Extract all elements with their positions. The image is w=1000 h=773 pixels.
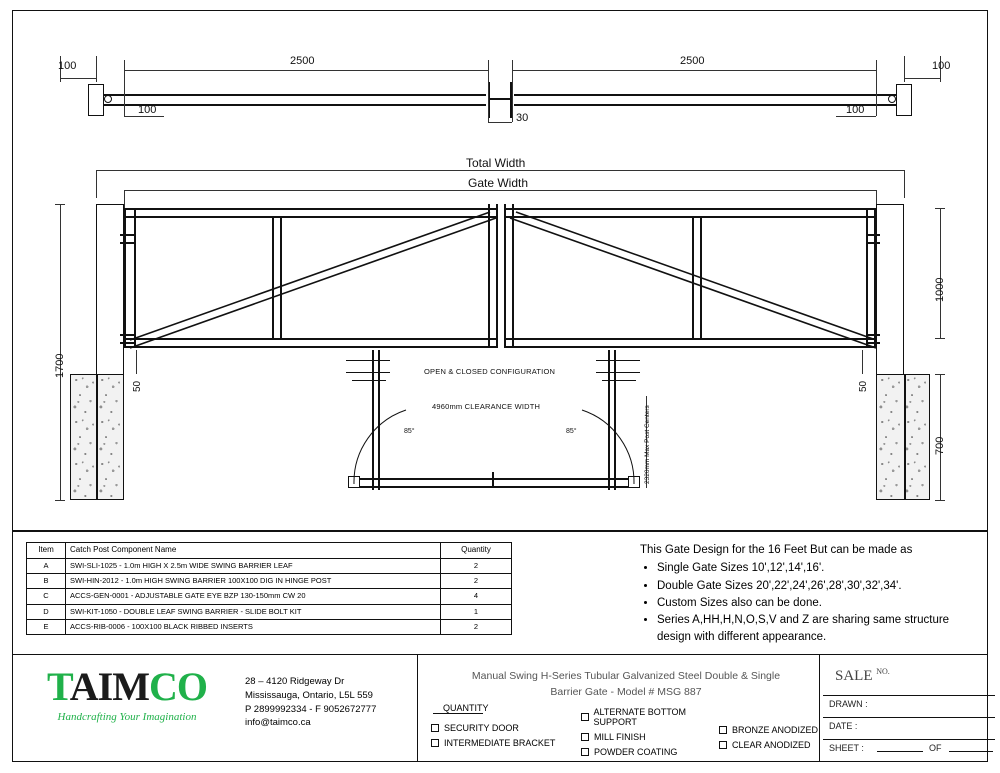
sale-underline	[823, 695, 995, 696]
logo-tagline: Handcrafting Your Imagination	[57, 711, 197, 723]
top-rail-right-upper	[514, 94, 896, 96]
header-quantity: Quantity	[441, 543, 512, 559]
titleblock-divider-1	[417, 655, 418, 761]
dim-footing-depth-label: 700	[934, 436, 946, 455]
dim-1000-tick-top	[935, 208, 945, 209]
dim-left-inner-label: 100	[138, 104, 157, 116]
total-width-dim-line	[96, 170, 904, 171]
dim-leaf-height-label: 1000	[934, 277, 946, 302]
list-item: • Double Gate Sizes 20',22',24',26',28',30',32',34'.	[657, 578, 970, 594]
table-row	[27, 574, 512, 589]
bill-of-materials-table	[26, 542, 512, 635]
checkbox-icon[interactable]	[719, 741, 727, 749]
options-column-right	[719, 725, 839, 755]
sheet-blank-1	[877, 751, 923, 752]
title-block	[13, 654, 987, 761]
option-label: BRONZE ANODIZED	[732, 725, 819, 735]
design-notes	[640, 542, 970, 646]
dim-1700-tick-top	[55, 204, 65, 205]
dim-right-span-label: 2500	[680, 55, 705, 67]
plan-left-hw-1	[346, 360, 390, 361]
checkbox-icon[interactable]	[431, 724, 439, 732]
cell-qty: 2	[441, 574, 512, 589]
plan-post-centers-label: 2320mm Max Post Centers	[644, 405, 651, 484]
date-underline	[823, 739, 995, 740]
footing-right	[876, 374, 930, 500]
top-right-post	[896, 84, 912, 116]
dim-50-left-line	[136, 350, 137, 374]
option-bronze-anodized[interactable]	[719, 725, 839, 735]
dim-left-span-label: 2500	[290, 55, 315, 67]
checkbox-icon[interactable]	[431, 739, 439, 747]
sale-label: SALE	[835, 668, 873, 684]
option-label: SECURITY DOOR	[444, 723, 519, 733]
table-row	[27, 589, 512, 604]
checkbox-icon[interactable]	[581, 713, 589, 721]
description-line-2: Barrier Gate - Model # MSG 887	[550, 685, 702, 698]
plan-angle-left: 85°	[404, 428, 415, 435]
address-line-3: P 2899992334 - F 9052672777	[245, 703, 377, 715]
dim-line-left-span	[124, 70, 488, 71]
logo-letters-ai: AI	[69, 664, 113, 709]
dim-1000-line	[940, 208, 941, 338]
option-powder-coating[interactable]	[581, 747, 721, 757]
dim-1700-line	[60, 204, 61, 500]
top-rail-left-upper	[104, 94, 486, 96]
date-label: DATE :	[829, 721, 858, 731]
cell-qty: 2	[441, 619, 512, 634]
sheet-blank-2	[949, 751, 993, 752]
sale-field	[835, 667, 890, 685]
cell-qty: 1	[441, 604, 512, 619]
plan-centre-latch	[492, 472, 494, 486]
list-item: • Series A,HH,H,N,O,S,V and Z are sharing same structure design with different appearance.	[657, 612, 970, 645]
option-mill-finish[interactable]	[581, 732, 721, 742]
right-leaf-end-cap	[888, 95, 896, 103]
plan-right-hw-1	[596, 360, 640, 361]
logo-letter-t: T	[47, 664, 70, 709]
footing-right-inner-edge	[904, 374, 906, 500]
drawn-underline	[823, 717, 995, 718]
plan-title: OPEN & CLOSED CONFIGURATION	[424, 367, 556, 376]
dim-line-left-end	[60, 78, 96, 79]
company-logo	[27, 664, 227, 723]
plan-clearance-label: 4960mm CLEARANCE WIDTH	[432, 402, 541, 411]
list-item: • Single Gate Sizes 10',12',14',16'.	[657, 560, 970, 576]
gate-width-dim-line	[124, 190, 876, 191]
option-label: INTERMEDIATE BRACKET	[444, 738, 556, 748]
plan-right-hw-3	[602, 380, 636, 381]
checkbox-icon[interactable]	[719, 726, 727, 734]
cell-item: A	[27, 558, 66, 573]
sale-no-label: NO.	[876, 667, 890, 676]
dim-50-right-line	[862, 350, 863, 374]
swing-arc-right	[512, 396, 652, 492]
total-width-label: Total Width	[466, 156, 526, 170]
dim-post-height-label: 1700	[54, 353, 66, 378]
logo-letters-co: CO	[148, 664, 207, 709]
dim-1700-tick-bottom	[55, 500, 65, 501]
top-centre-link	[488, 98, 512, 100]
ext-line-f	[876, 60, 877, 116]
dim-line-left-inner	[124, 116, 164, 117]
top-left-post	[88, 84, 104, 116]
product-description	[431, 669, 821, 701]
gate-width-label: Gate Width	[468, 176, 529, 190]
dim-line-right-end	[904, 78, 940, 79]
dim-clearance-left-label: 50	[132, 380, 143, 392]
dim-1000-tick-bottom	[935, 338, 945, 339]
table-row	[27, 619, 512, 634]
option-label: POWDER COATING	[594, 747, 678, 757]
notes-list	[640, 560, 970, 645]
dim-clearance-right-label: 50	[858, 380, 869, 392]
left-leaf-picket-2	[280, 216, 282, 340]
checkbox-icon[interactable]	[581, 748, 589, 756]
option-security-door[interactable]	[431, 723, 581, 733]
drawn-label: DRAWN :	[829, 699, 868, 709]
dim-right-inner-label: 100	[846, 104, 865, 116]
cell-name: SWI-HIN-2012 - 1.0m HIGH SWING BARRIER 100X100 DIG IN HINGE POST	[66, 574, 441, 589]
notes-lead: This Gate Design for the 16 Feet But can be made as	[640, 544, 913, 556]
cell-item: B	[27, 574, 66, 589]
table-row	[27, 558, 512, 573]
top-rail-left-lower	[104, 104, 486, 106]
sheet-label: SHEET :	[829, 743, 864, 753]
logo-wordmark	[27, 664, 227, 709]
left-leaf-picket	[272, 216, 274, 340]
footing-left-inner-edge	[96, 374, 98, 500]
header-item: Item	[27, 543, 66, 559]
cell-item: E	[27, 619, 66, 634]
option-label: CLEAR ANODIZED	[732, 740, 811, 750]
cell-qty: 2	[441, 558, 512, 573]
option-intermediate-bracket[interactable]	[431, 738, 581, 748]
checkbox-icon[interactable]	[581, 733, 589, 741]
header-component-name: Catch Post Component Name	[66, 543, 441, 559]
option-label: ALTERNATE BOTTOM SUPPORT	[593, 707, 687, 727]
dim-right-end-label: 100	[932, 60, 951, 72]
right-leaf-picket-2	[700, 216, 702, 340]
option-clear-anodized[interactable]	[719, 740, 839, 750]
dim-left-end-label: 100	[58, 60, 77, 72]
table-row	[27, 604, 512, 619]
plan-left-hw-3	[352, 380, 386, 381]
right-leaf-brace	[496, 200, 886, 360]
address-line-1: 28 – 4120 Ridgeway Dr	[245, 676, 345, 687]
dim-700-tick-top	[935, 374, 945, 375]
left-leaf-brace	[120, 200, 504, 360]
cell-item: D	[27, 604, 66, 619]
dim-line-right-inner	[836, 116, 876, 117]
dim-gap-label: 30	[516, 112, 529, 124]
options-column-left	[431, 723, 581, 753]
cell-name: ACCS-GEN-0001 - ADJUSTABLE GATE EYE BZP 130-150mm CW 20	[66, 589, 441, 604]
ext-line-c	[124, 60, 125, 116]
option-alternate-bottom-support[interactable]	[581, 707, 721, 727]
cell-name: SWI-SLI-1025 - 1.0m HIGH X 2.5m WIDE SWING BARRIER LEAF	[66, 558, 441, 573]
cell-qty: 4	[441, 589, 512, 604]
dim-line-right-span	[512, 70, 876, 71]
cell-item: C	[27, 589, 66, 604]
quantity-label: QUANTITY	[443, 703, 489, 713]
plan-right-hw-2	[596, 372, 640, 373]
total-width-ext-left	[96, 170, 97, 198]
quantity-rule	[433, 713, 483, 714]
logo-letter-m: M	[112, 664, 149, 709]
table-header-row	[27, 543, 512, 559]
address-email[interactable]: info@taimco.ca	[245, 717, 311, 729]
cell-name: ACCS-RIB-0006 - 100X100 BLACK RIBBED INSERTS	[66, 619, 441, 634]
list-item: • Custom Sizes also can be done.	[657, 595, 970, 611]
right-leaf-picket	[692, 216, 694, 340]
swing-arc-left	[340, 396, 480, 492]
plan-left-hw-2	[346, 372, 390, 373]
plan-angle-right: 85°	[566, 428, 577, 435]
dim-line-gap	[488, 122, 512, 123]
ext-line-d	[488, 60, 489, 122]
bom-divider	[13, 530, 987, 532]
sheet-of-label: OF	[929, 743, 942, 753]
dim-700-tick-bottom	[935, 500, 945, 501]
address-line-2: Mississauga, Ontario, L5L 559	[245, 689, 373, 701]
total-width-ext-right	[904, 170, 905, 198]
description-line-1: Manual Swing H-Series Tubular Galvanized Steel Double & Single	[471, 670, 781, 682]
company-address	[245, 675, 376, 730]
left-leaf-end-cap	[104, 95, 112, 103]
ext-line-b	[96, 56, 97, 82]
cell-name: SWI-KIT-1050 - DOUBLE LEAF SWING BARRIER - SLIDE BOLT KIT	[66, 604, 441, 619]
option-label: MILL FINISH	[594, 732, 646, 742]
options-column-mid	[581, 707, 721, 762]
top-rail-right-lower	[514, 104, 896, 106]
